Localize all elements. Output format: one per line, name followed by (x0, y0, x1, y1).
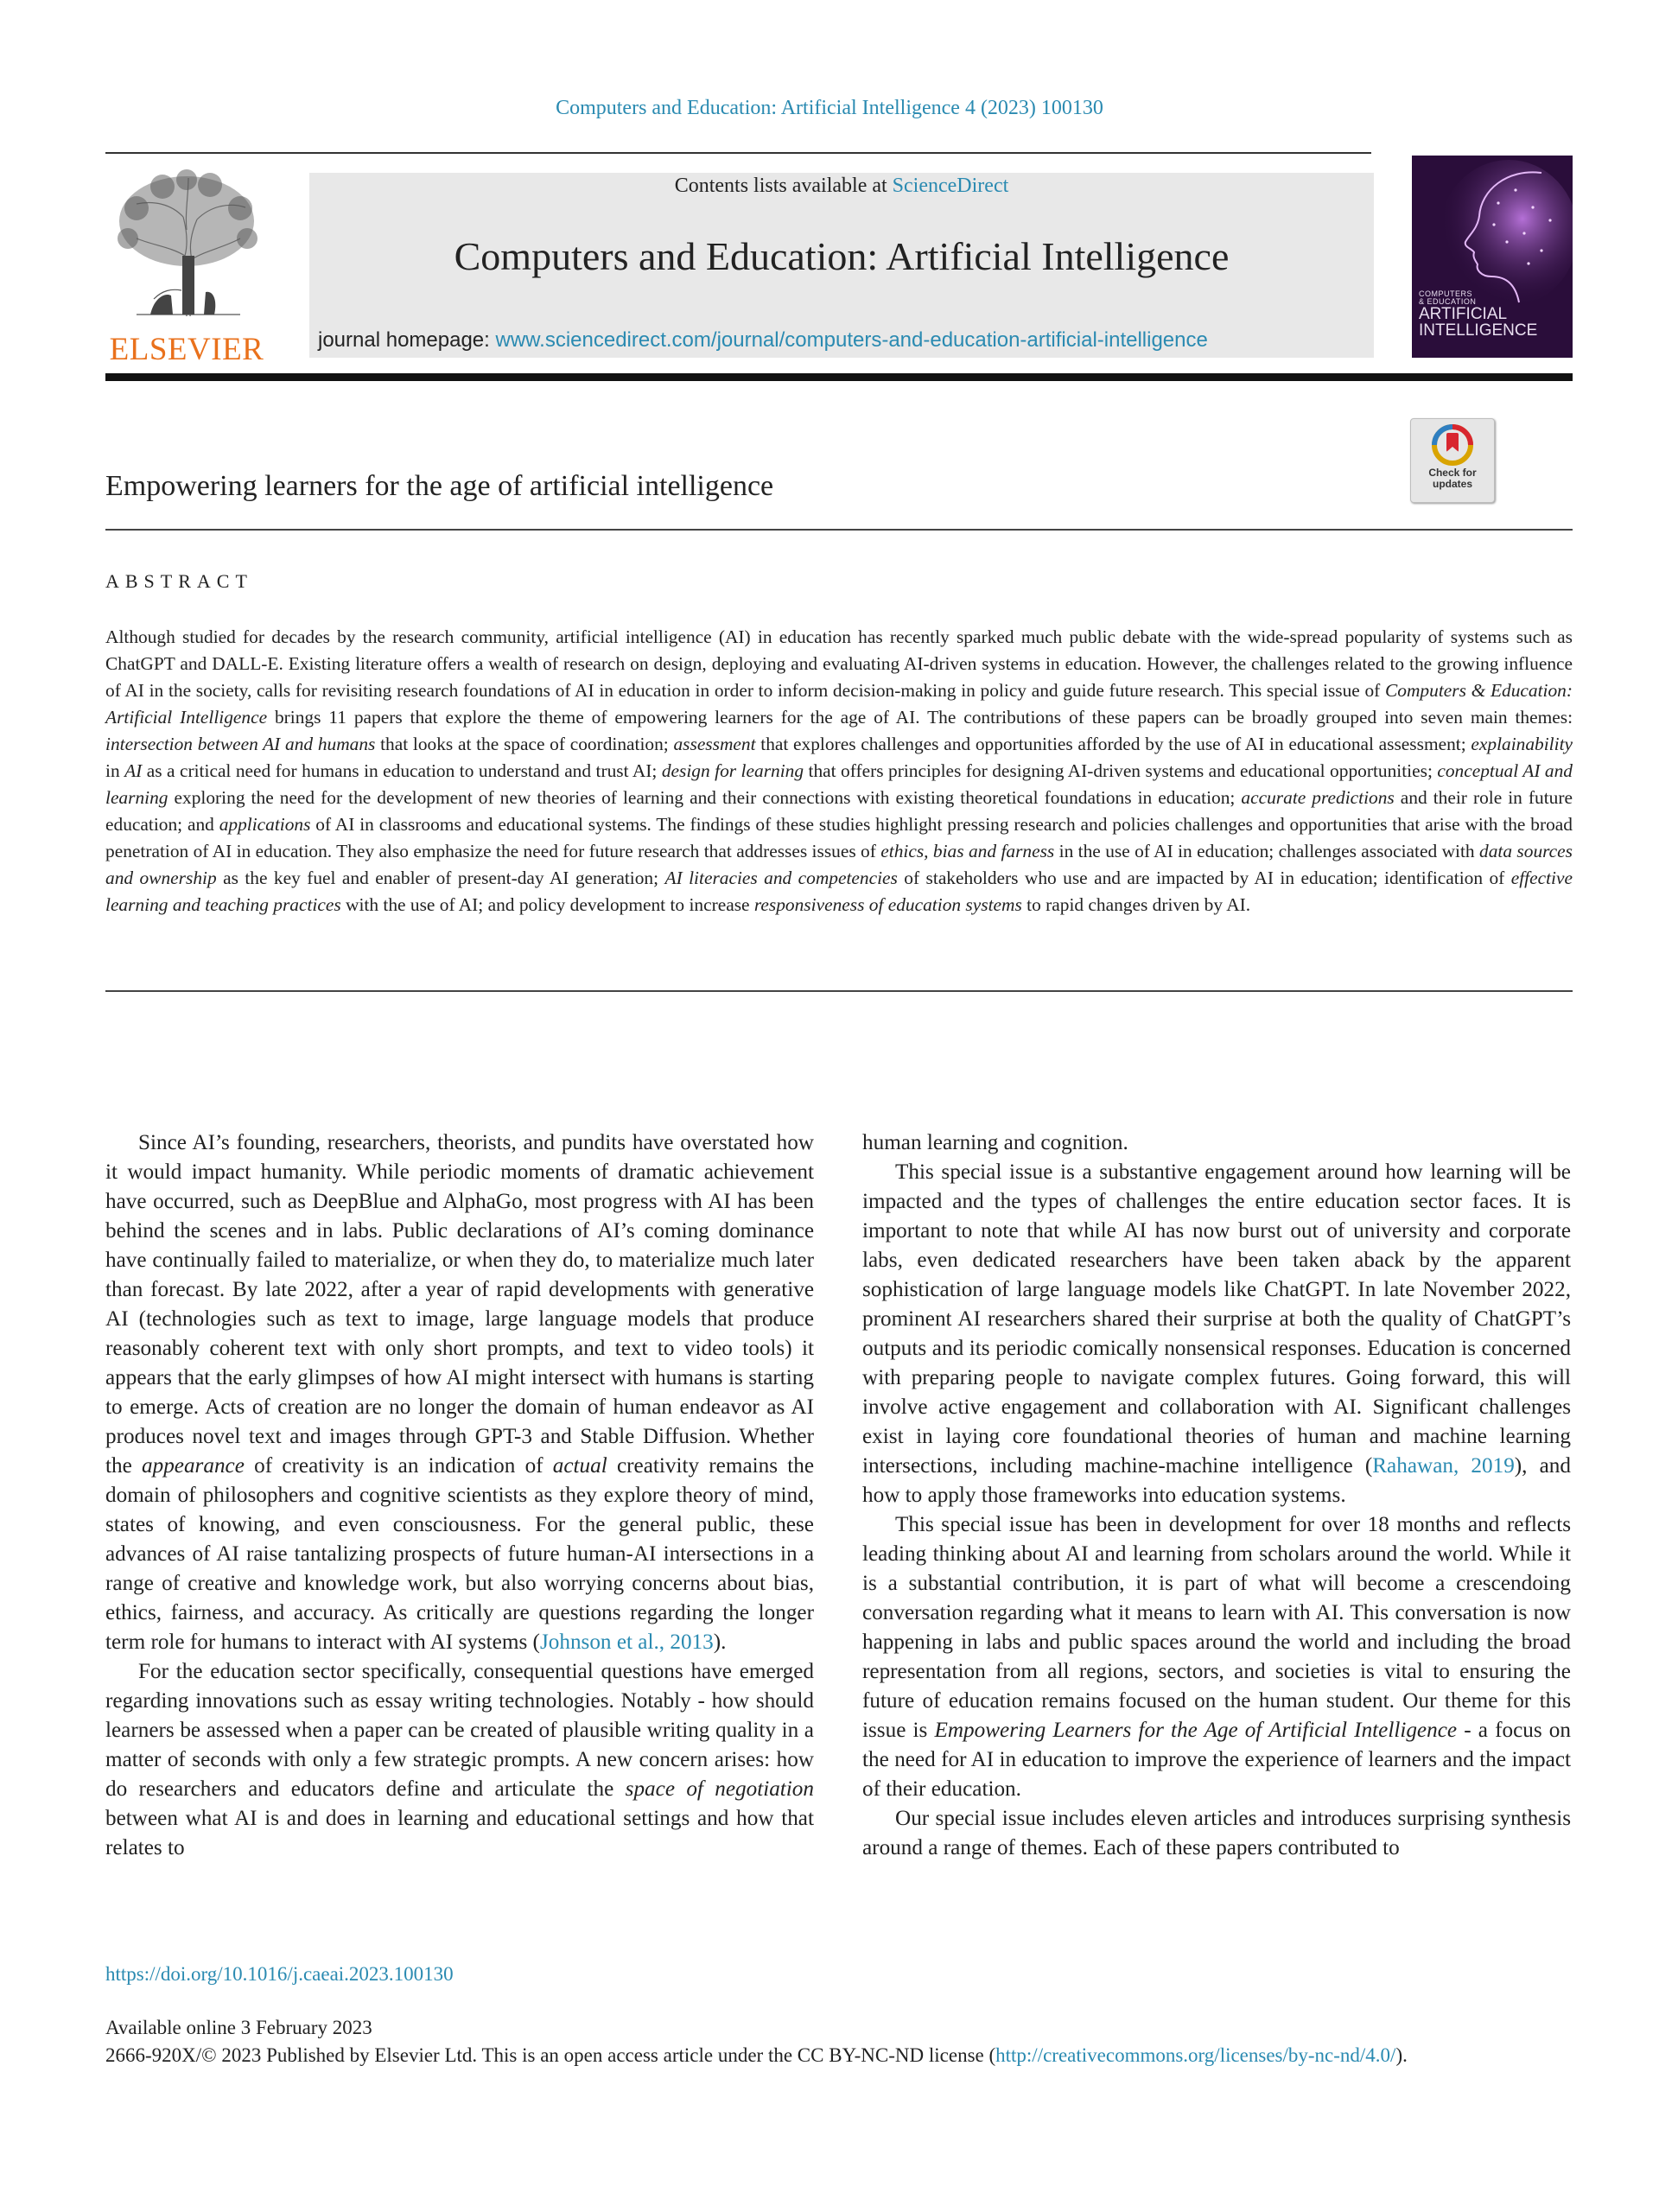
abstract-run: as the key fuel and enabler of present-day AI generation; (216, 868, 665, 888)
body-run: Since AI’s founding, researchers, theorists, and pundits have overstated how it would impact humanity. While periodic moments of dramatic achievement have occurred, such as DeepBlue and AlphaGo, most progress with AI has been behind the scenes and in labs. Public declarations of AI’s coming dominance have continually failed to materialize, or when they do, to materialize much later than forecast. By late 2022, after a year of rapid developments with generative AI (technologies such as text to image, large language models that produce reasonably coherent text with only short prompts, and text to video tools) it appears that the early glimpses of how AI might intersect with humans is starting to emerge. Acts of creation are no longer the domain of human endeavor as AI produces novel text and images through GPT-3 and Stable Diffusion. Whether the (105, 1131, 814, 1478)
cover-line1: COMPUTERS (1419, 289, 1473, 298)
header-thick-rule (105, 373, 1573, 381)
license-text: 2666-920X/© 2023 Published by Elsevier Ltd. This is an open access article under the CC BY-NC-ND license ( (105, 2044, 996, 2066)
abstract-run: Although studied for decades by the research community, artificial intelligence (AI) in education has recently sparked much public debate with the wide-spread popularity of systems such as ChatGPT and DALL-E. Existing literature offers a wealth of research on design, deploying and evaluating AI-driven systems in education. However, the challenges related to the growing influence of AI in the society, calls for revisiting research foundations of AI in education in order to inform decision-making in policy and guide future research. This special issue of (105, 626, 1573, 701)
body-run: creativity remains the domain of philosophers and cognitive scientists as they explore theory of mind, states of knowing, and even consciousness. For the general public, these advances of AI raise tantalizing prospects of future human-AI intersections in a range of creative and knowledge work, but also worrying concerns about bias, ethics, fairness, and accuracy. As critically are questions regarding the longer term role for humans to interact with AI systems ( (105, 1454, 815, 1654)
homepage-line (318, 328, 1374, 353)
contents-line (309, 175, 1374, 198)
journal-banner (309, 173, 1374, 358)
body-run: - a focus on the need for AI in education to improve the experience of learners and the impact of their education. (862, 1719, 1571, 1801)
abstract-emph: design for learning (661, 760, 804, 781)
abstract-emph: accurate predictions (1241, 787, 1395, 808)
running-head[interactable]: Computers and Education: Artificial Intelligence 4 (2023) 100130 (556, 97, 1103, 119)
abstract-text (105, 624, 1573, 918)
doi-link[interactable]: https://doi.org/10.1016/j.caeai.2023.100130 (105, 1963, 454, 1985)
body-paragraph (862, 1158, 1571, 1510)
check-for-updates-button[interactable] (1410, 418, 1495, 503)
abstract-emph: AI literacies and competencies (664, 868, 898, 888)
body-run: This special issue has been in development for over 18 months and reflects leading thinking about AI and learning from scholars around the world. While it is a substantial contribution, it is part of what will become a crescendoing conversation regarding what it means to learn with AI. This conversation is now happening in labs and public spaces around the world and including the broad representation from all regions, sectors, and societies is vital to ensuring the future of education remains focused on the human student. Our theme for this issue is (862, 1513, 1571, 1742)
citation-link[interactable]: Rahawan, 2019 (1372, 1454, 1515, 1478)
check-updates-text (1411, 467, 1494, 490)
abstract-run: that looks at the space of coordination; (375, 734, 674, 754)
check-updates-line1: Check for (1428, 467, 1477, 479)
abstract-run: in the use of AI in education; challenges associated with (1054, 841, 1479, 861)
body-paragraph (105, 1657, 814, 1863)
journal-title: Computers and Education: Artificial Intelligence (454, 234, 1230, 278)
body-column-right (862, 1128, 1571, 1863)
body-emph: appearance (142, 1454, 245, 1478)
abstract-heading: ABSTRACT (105, 570, 253, 592)
abstract-emph: applications (219, 814, 311, 835)
license-link[interactable]: http://creativecommons.org/licenses/by-nc-nd/4.0/ (995, 2044, 1396, 2066)
body-paragraph (105, 1128, 814, 1657)
abstract-emph: effective learning and teaching practices (105, 868, 1573, 915)
abstract-emph: Computers & Education: Artificial Intelligence (105, 680, 1573, 728)
abstract-run: of stakeholders who use and are impacted by AI in education; identification of (897, 868, 1511, 888)
check-updates-line2: updates (1432, 478, 1472, 490)
contents-prefix: Contents lists available at (674, 175, 893, 197)
cover-title (1419, 290, 1537, 339)
body-run: For the education sector specifically, consequential questions have emerged regarding innovations such as essay writing technologies. Notably - how should learners be assessed when a paper can be created of plausible writing quality in a matter of seconds with only a few strategic prompts. A new concern arises: how do researchers and educators define and articulate the (105, 1660, 814, 1801)
elsevier-logo[interactable] (102, 169, 271, 368)
abstract-emph: intersection between AI and humans (105, 734, 376, 754)
body-column-left (105, 1128, 814, 1863)
abstract-emph: assessment (673, 734, 756, 754)
abstract-run: to rapid changes driven by AI. (1021, 894, 1251, 915)
abstract-run: of AI in classrooms and educational systems. The findings of these studies highlight pressing research and policies challenges and opportunities that arise with the broad penetration of AI in education. They also emphasize the need for future research that addresses issues of (105, 814, 1573, 861)
title-rule (105, 529, 1573, 531)
abstract-emph: explainability (1471, 734, 1573, 754)
body-run: This special issue is a substantive engagement around how learning will be impacted and the types of challenges the entire education sector faces. It is important to note that while AI has now burst out of university and corporate labs, even dedicated researchers have been taken aback by the apparent sophistication of large language models like ChatGPT. In late November 2022, prominent AI researchers shared their surprise at both the quality of ChatGPT’s outputs and its periodic comically nonsensical responses. Education is concerned with preparing people to navigate complex futures. Going forward, this will involve active engagement and collaboration with AI. Significant challenges exist in laying core foundational theories of human and machine learning intersections, including machine-machine intelligence ( (862, 1160, 1571, 1478)
header-rule (105, 152, 1371, 154)
abstract-run: as a critical need for humans in education to understand and trust AI; (142, 760, 662, 781)
abstract-run: in (105, 760, 125, 781)
cover-line3: ARTIFICIAL (1419, 305, 1508, 323)
body-emph: space of negotiation (625, 1777, 814, 1801)
crossmark-icon (1411, 419, 1494, 467)
body-run: between what AI is and does in learning and educational settings and how that relates to (105, 1807, 814, 1859)
journal-cover[interactable] (1412, 156, 1573, 358)
body-emph: actual (552, 1454, 607, 1478)
body-run: ), and how to apply those frameworks into education systems. (862, 1454, 1571, 1507)
abstract-emph: data sources and ownership (105, 841, 1573, 888)
abstract-run: brings 11 papers that explore the theme of empowering learners for the age of AI. The contributions of these papers can be broadly grouped into seven main themes: (267, 707, 1573, 728)
abstract-run: exploring the need for the development of new theories of learning and their connections with existing theoretical foundations in education; (168, 787, 1242, 808)
body-emph: Empowering Learners for the Age of Artificial Intelligence (934, 1719, 1458, 1742)
body-run: ). (713, 1630, 727, 1654)
license-text: ). (1395, 2044, 1408, 2066)
sciencedirect-link[interactable]: ScienceDirect (892, 175, 1009, 197)
license-line (105, 2044, 1408, 2067)
elsevier-tree-icon (102, 169, 271, 325)
available-online: Available online 3 February 2023 (105, 2017, 372, 2038)
article-title: Empowering learners for the age of artificial intelligence (105, 470, 774, 502)
abstract-run: that explores challenges and opportunities afforded by the use of AI in educational assessment; (755, 734, 1471, 754)
homepage-prefix: journal homepage: (318, 328, 496, 352)
homepage-link[interactable]: www.sciencedirect.com/journal/computers-and-education-artificial-intelligence (495, 328, 1208, 352)
citation-link[interactable]: Johnson et al., 2013 (539, 1630, 714, 1654)
abstract-run: that offers principles for designing AI-driven systems and educational opportunities; (804, 760, 1438, 781)
abstract-emph: ethics, bias and farness (880, 841, 1055, 861)
abstract-run: with the use of AI; and policy development to increase (340, 894, 754, 915)
abstract-emph: conceptual AI and learning (105, 760, 1573, 808)
cover-line4: INTELLIGENCE (1419, 321, 1538, 340)
abstract-run: and their role in future education; and (105, 787, 1573, 835)
elsevier-wordmark: ELSEVIER (109, 332, 264, 367)
abstract-rule (105, 990, 1573, 992)
cover-line2: & EDUCATION (1419, 297, 1477, 306)
body-paragraph (862, 1510, 1571, 1804)
body-run: of creativity is an indication of (244, 1454, 553, 1478)
abstract-emph: responsiveness of education systems (753, 894, 1022, 915)
body-paragraph: Our special issue includes eleven articles and introduces surprising synthesis around a range of themes. Each of these papers contributed to (862, 1807, 1571, 1859)
body-paragraph: human learning and cognition. (862, 1131, 1128, 1154)
abstract-emph: AI (124, 760, 143, 781)
